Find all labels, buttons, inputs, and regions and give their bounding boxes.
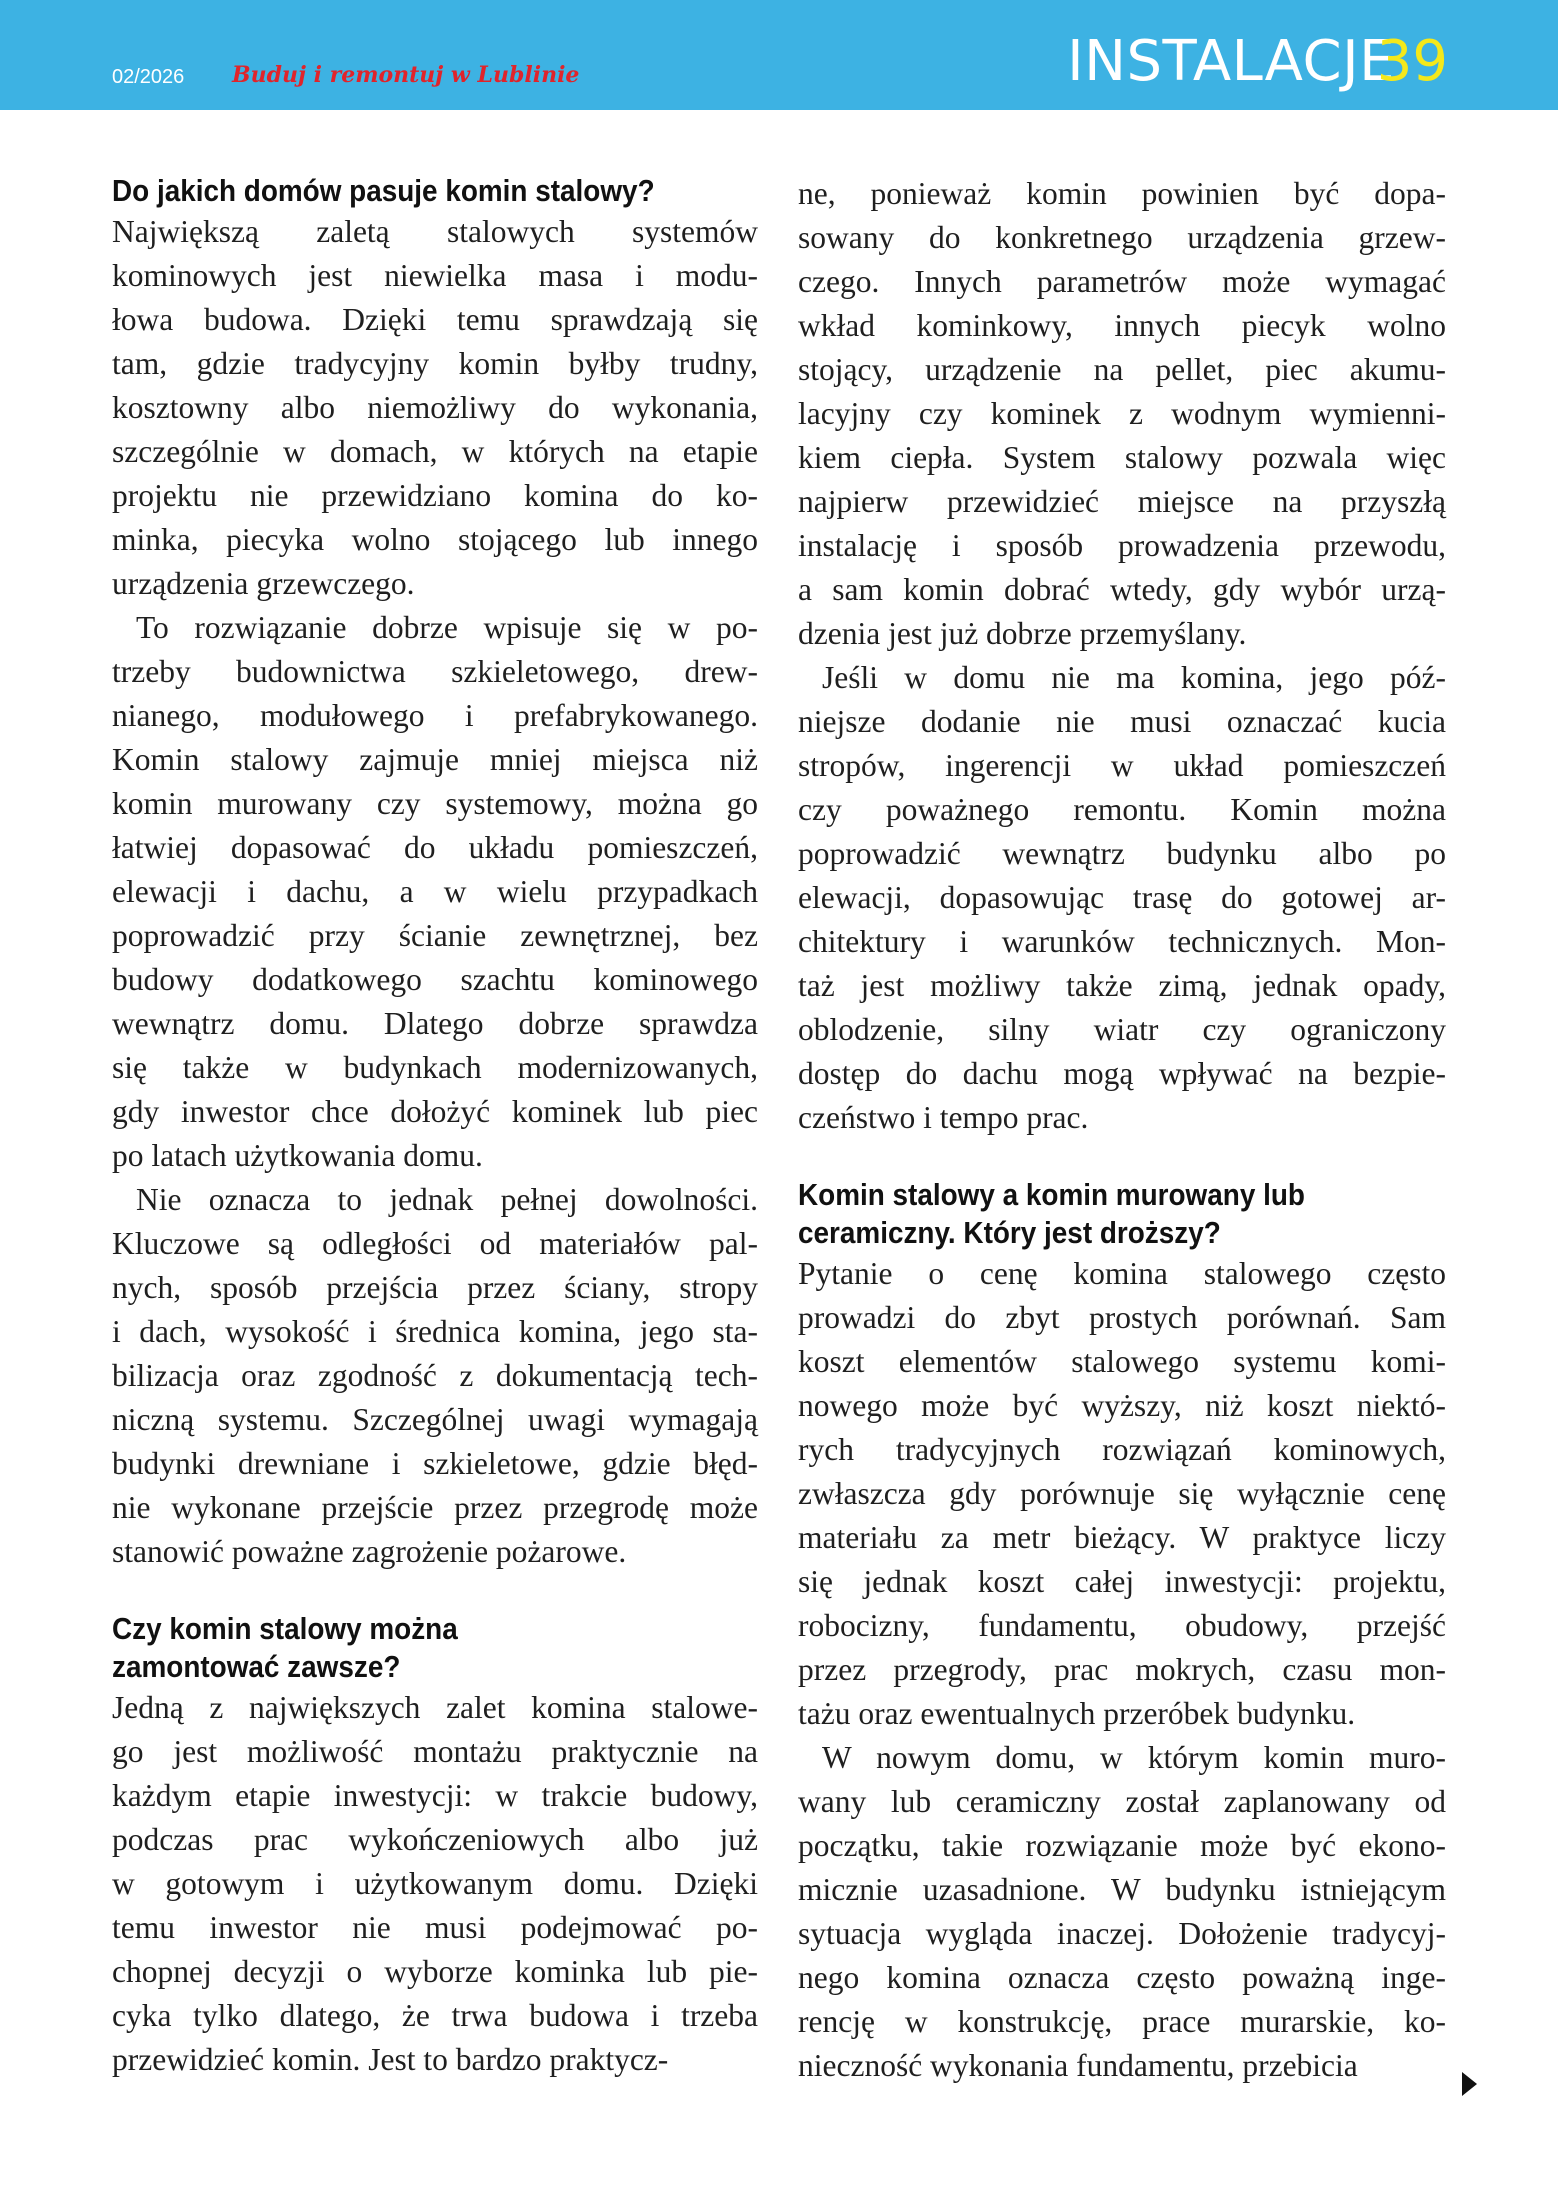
text-line: prowadzi do zbyt prostych porównań. Sam xyxy=(798,1300,1446,1335)
text-line: Komin stalowy zajmuje mniej miejsca niż xyxy=(112,742,758,777)
text-line: i dach, wysokość i średnica komina, jego sta- xyxy=(112,1314,758,1349)
text-line: wany lub ceramiczny został zaplanowany od xyxy=(798,1784,1446,1819)
text-line: nowego może być wyższy, niż koszt niektó- xyxy=(798,1388,1446,1423)
text-line: czego. Innych parametrów może wymagać xyxy=(798,264,1446,299)
text-line: się jednak koszt całej inwestycji: projektu, xyxy=(798,1564,1446,1599)
text-line: trzeby budownictwa szkieletowego, drew- xyxy=(112,654,758,689)
text-line: urządzenia grzewczego. xyxy=(112,566,415,601)
text-line: budowy dodatkowego szachtu kominowego xyxy=(112,962,758,997)
text-line: początku, takie rozwiązanie może być ekono- xyxy=(798,1828,1446,1863)
text-line: sowany do konkretnego urządzenia grzew- xyxy=(798,220,1446,255)
article-column-left xyxy=(112,172,758,2082)
article-paragraph xyxy=(112,606,758,1178)
text-line: chopnej decyzji o wyborze kominka lub pie- xyxy=(112,1954,758,1989)
section-heading xyxy=(798,1176,1381,1252)
text-line: budynki drewniane i szkieletowe, gdzie błęd- xyxy=(112,1446,758,1481)
text-line: zwłaszcza gdy porównuje się wyłącznie cenę xyxy=(798,1476,1446,1511)
text-line: kominowych jest niewielka masa i modu- xyxy=(112,258,758,293)
text-line: podczas prac wykończeniowych albo już xyxy=(112,1822,758,1857)
text-line: czeństwo i tempo prac. xyxy=(798,1100,1089,1135)
text-line: rych tradycyjnych rozwiązań kominowych, xyxy=(798,1432,1446,1467)
page-number: 39 xyxy=(1376,29,1448,94)
text-line: elewacji i dachu, a w wielu przypadkach xyxy=(112,874,758,909)
text-line: taż jest możliwy także zimą, jednak opady, xyxy=(798,968,1446,1003)
article-paragraph xyxy=(112,210,758,606)
text-line: instalację i sposób prowadzenia przewodu, xyxy=(798,528,1446,563)
text-line: robocizny, fundamentu, obudowy, przejść xyxy=(798,1608,1446,1643)
heading-line: Do jakich domów pasuje komin stalowy? xyxy=(112,173,655,208)
heading-line: ceramiczny. Który jest droższy? xyxy=(798,1215,1221,1250)
magazine-name: Buduj i remontuj w Lublinie xyxy=(232,62,580,88)
text-line: ne, ponieważ komin powinien być dopa- xyxy=(798,176,1446,211)
continue-arrow-icon xyxy=(1462,2072,1477,2096)
header-band xyxy=(0,0,1558,110)
text-line: czy poważnego remontu. Komin można xyxy=(798,792,1446,827)
text-line: chitektury i warunków technicznych. Mon- xyxy=(798,924,1446,959)
text-line: sytuacja wygląda inaczej. Dołożenie tradycyj- xyxy=(798,1916,1446,1951)
text-line: szczególnie w domach, w których na etapie xyxy=(112,434,758,469)
article-paragraph xyxy=(112,1178,758,1574)
text-line: Nie oznacza to jednak pełnej dowolności. xyxy=(136,1182,758,1217)
text-line: nianego, modułowego i prefabrykowanego. xyxy=(112,698,758,733)
text-line: stanowić poważne zagrożenie pożarowe. xyxy=(112,1534,627,1569)
text-line: W nowym domu, w którym komin muro- xyxy=(822,1740,1446,1775)
text-line: dostęp do dachu mogą wpływać na bezpie- xyxy=(798,1056,1446,1091)
text-line: łatwiej dopasować do układu pomieszczeń, xyxy=(112,830,758,865)
text-line: materiału za metr bieżący. W praktyce liczy xyxy=(798,1520,1446,1555)
text-line: koszt elementów stalowego systemu komi- xyxy=(798,1344,1446,1379)
text-line: kiem ciepła. System stalowy pozwala więc xyxy=(798,440,1446,475)
heading-line: zamontować zawsze? xyxy=(112,1649,401,1684)
text-line: rencję w konstrukcję, prace murarskie, ko- xyxy=(798,2004,1446,2039)
issue-date: 02/2026 xyxy=(112,66,185,88)
text-line: dzenia jest już dobrze przemyślany. xyxy=(798,616,1247,651)
text-line: nieczność wykonania fundamentu, przebicia xyxy=(798,2048,1358,2083)
text-line: każdym etapie inwestycji: w trakcie budowy, xyxy=(112,1778,758,1813)
heading-line: Czy komin stalowy można xyxy=(112,1611,458,1646)
text-line: Jeśli w domu nie ma komina, jego póź- xyxy=(822,660,1446,695)
text-line: przewidzieć komin. Jest to bardzo praktycz- xyxy=(112,2042,669,2077)
text-line: tażu oraz ewentualnych przeróbek budynku. xyxy=(798,1696,1356,1731)
text-line: przez przegrody, prac mokrych, czasu mon- xyxy=(798,1652,1446,1687)
text-line: a sam komin dobrać wtedy, gdy wybór urzą- xyxy=(798,572,1446,607)
text-line: Największą zaletą stalowych systemów xyxy=(112,214,758,249)
text-line: niczną systemu. Szczególnej uwagi wymagają xyxy=(112,1402,758,1437)
text-line: komin murowany czy systemowy, można go xyxy=(112,786,758,821)
text-line: tam, gdzie tradycyjny komin byłby trudny, xyxy=(112,346,758,381)
text-line: To rozwiązanie dobrze wpisuje się w po- xyxy=(136,610,758,645)
text-line: kosztowny albo niemożliwy do wykonania, xyxy=(112,390,758,425)
text-line: po latach użytkowania domu. xyxy=(112,1138,483,1173)
text-line: najpierw przewidzieć miejsce na przyszłą xyxy=(798,484,1446,519)
article-paragraph xyxy=(798,1252,1446,1736)
heading-line: Komin stalowy a komin murowany lub xyxy=(798,1177,1305,1212)
text-line: Pytanie o cenę komina stalowego często xyxy=(798,1256,1446,1291)
article-paragraph xyxy=(798,656,1446,1140)
article-paragraph xyxy=(112,1686,758,2082)
article-column-right xyxy=(798,172,1446,2088)
section-heading xyxy=(112,1610,693,1686)
text-line: projektu nie przewidziano komina do ko- xyxy=(112,478,758,513)
section-spacer xyxy=(798,1140,1446,1176)
text-line: minka, piecyka wolno stojącego lub innego xyxy=(112,522,758,557)
article-paragraph xyxy=(798,172,1446,656)
text-line: gdy inwestor chce dołożyć kominek lub piec xyxy=(112,1094,758,1129)
text-line: nie wykonane przejście przez przegrodę może xyxy=(112,1490,758,1525)
text-line: nego komina oznacza często poważną inge- xyxy=(798,1960,1446,1995)
text-line: niejsze dodanie nie musi oznaczać kucia xyxy=(798,704,1446,739)
text-line: bilizacja oraz zgodność z dokumentacją tech- xyxy=(112,1358,758,1393)
text-line: stojący, urządzenie na pellet, piec akumu- xyxy=(798,352,1446,387)
text-line: temu inwestor nie musi podejmować po- xyxy=(112,1910,758,1945)
text-line: w gotowym i użytkowanym domu. Dzięki xyxy=(112,1866,758,1901)
text-line: wkład kominkowy, innych piecyk wolno xyxy=(798,308,1446,343)
section-heading xyxy=(112,172,693,210)
text-line: nych, sposób przejścia przez ściany, stropy xyxy=(112,1270,758,1305)
text-line: Jedną z największych zalet komina stalowe- xyxy=(112,1690,758,1725)
text-line: stropów, ingerencji w układ pomieszczeń xyxy=(798,748,1446,783)
text-line: micznie uzasadnione. W budynku istniejącym xyxy=(798,1872,1446,1907)
text-line: oblodzenie, silny wiatr czy ograniczony xyxy=(798,1012,1446,1047)
text-line: Kluczowe są odległości od materiałów pal- xyxy=(112,1226,758,1261)
text-line: poprowadzić wewnątrz budynku albo po xyxy=(798,836,1446,871)
text-line: lacyjny czy kominek z wodnym wymienni- xyxy=(798,396,1446,431)
section-title: INSTALACJE xyxy=(1067,29,1395,94)
text-line: poprowadzić przy ścianie zewnętrznej, bez xyxy=(112,918,758,953)
text-line: łowa budowa. Dzięki temu sprawdzają się xyxy=(112,302,758,337)
text-line: się także w budynkach modernizowanych, xyxy=(112,1050,758,1085)
text-line: elewacji, dopasowując trasę do gotowej ar- xyxy=(798,880,1446,915)
text-line: go jest możliwość montażu praktycznie na xyxy=(112,1734,758,1769)
text-line: cyka tylko dlatego, że trwa budowa i trzeba xyxy=(112,1998,758,2033)
text-line: wewnątrz domu. Dlatego dobrze sprawdza xyxy=(112,1006,758,1041)
section-spacer xyxy=(112,1574,758,1610)
article-paragraph xyxy=(798,1736,1446,2088)
